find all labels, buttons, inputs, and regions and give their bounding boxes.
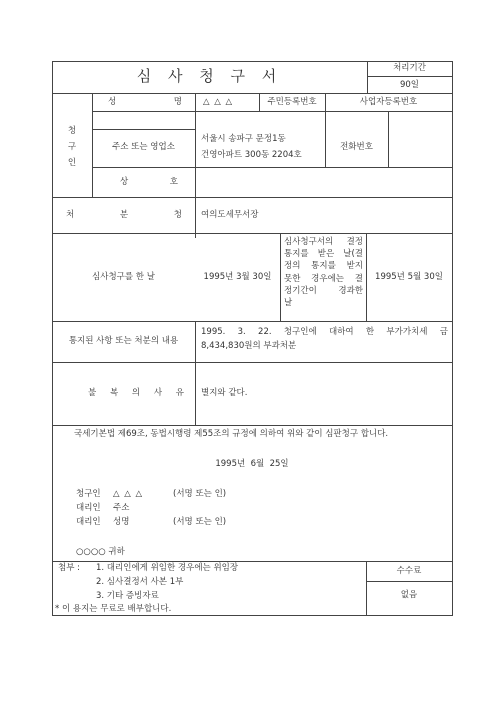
name-label-part-2: 명: [173, 97, 182, 107]
reason-label-part: 유: [175, 388, 184, 398]
form-title: 심 사 청 구 서: [136, 67, 283, 85]
trade-name-label: [120, 178, 178, 187]
decision-notice-line: 날: [284, 298, 293, 309]
form-border-bottom: [52, 615, 452, 616]
business-number-label: 사업자등록번호: [359, 97, 418, 107]
agent-name-label: 성명: [113, 517, 130, 527]
notified-content-label: 통지된 사항 또는 처분의 내용: [68, 336, 179, 346]
name-label-part-1: 성: [108, 97, 117, 107]
agency-label-part-1: 처: [66, 210, 75, 220]
reason-label-part: 사: [153, 388, 163, 398]
address-line-2: 건영아파트 300동 2204호: [201, 150, 302, 160]
reason-label-part: 의: [131, 388, 141, 398]
divider: [52, 197, 452, 198]
fee-value: 없음: [400, 590, 418, 600]
decision-notice-line: 못한 경우에는 결: [284, 273, 363, 284]
claimant-section-label-2: 구: [67, 142, 77, 152]
divider: [92, 167, 452, 168]
trade-name-label-part-1: 상: [120, 177, 129, 187]
form-border-top: [52, 61, 452, 62]
agent-label: 대리인: [76, 517, 101, 527]
agent-address-label: 주소: [113, 503, 130, 513]
fee-label: 수수료: [396, 566, 422, 576]
form-border-right: [452, 61, 453, 616]
phone-label: 전화번호: [340, 142, 373, 152]
claimant-section-label-1: 청: [67, 126, 77, 136]
divider: [52, 233, 452, 234]
claimant-signature-note: (서명 또는 인): [173, 489, 227, 499]
notified-content-line: 8,434,830원의 부과처분: [201, 341, 297, 351]
divider: [52, 561, 452, 562]
name-label: [108, 98, 182, 107]
divider: [280, 233, 281, 321]
reason-label: [88, 389, 184, 398]
divider: [52, 321, 452, 322]
address-line-1: 서울시 송파구 문정1동: [201, 134, 286, 144]
decision-notice-line: 정의 통지를 받지: [284, 261, 363, 272]
claimant-sign-name: △ △ △: [113, 489, 144, 499]
agent-signature-note: (서명 또는 인): [173, 517, 227, 527]
declaration-date: 1995년 6월 25일: [215, 459, 289, 469]
decision-notice-line: 통지를 받은 날(결: [284, 249, 363, 260]
notified-content-line: 1995. 3. 22. 청구인에 대하여 한 부가가치세 금: [201, 327, 448, 337]
request-date-value: 1995년 3월 30일: [203, 272, 272, 282]
processing-period-label: 처리기간: [393, 63, 426, 73]
divider: [92, 111, 452, 112]
agency-value: 여의도세무서장: [201, 210, 259, 220]
divider: [388, 111, 389, 167]
notified-content: [201, 325, 448, 353]
agent-label: 대리인: [76, 503, 101, 513]
processing-period-value: 90일: [399, 80, 420, 90]
reason-label-part: 불: [88, 388, 97, 398]
attachment-item: 1. 대리인에게 위임한 경우에는 위임장: [96, 563, 239, 573]
claimant-sign-label: 청구인: [76, 489, 101, 499]
divider: [52, 362, 452, 363]
reason-label-part: 복: [109, 388, 119, 398]
claimant-name: △ △ △: [203, 97, 234, 107]
claimant-section-label-3: 인: [67, 158, 77, 168]
divider: [52, 425, 452, 426]
attachment-item: 2. 심사결정서 사본 1부: [96, 577, 184, 587]
decision-notice-value: 1995년 5월 30일: [375, 272, 443, 282]
trade-name-label-part-2: 호: [169, 177, 178, 187]
divider: [195, 93, 196, 238]
address-label: 주소 또는 영업소: [112, 142, 175, 152]
divider: [367, 76, 452, 77]
addressee: ○○○○ 귀하: [76, 547, 125, 557]
attachment-item: 3. 기타 증빙자료: [96, 591, 159, 601]
divider: [366, 581, 452, 582]
agency-label-part-2: 분: [119, 210, 129, 220]
agency-label: [66, 211, 182, 220]
divider: [52, 93, 452, 94]
divider: [195, 321, 196, 425]
decision-notice-line: 정기간이 경과한: [284, 285, 363, 296]
agency-label-part-3: 청: [173, 210, 182, 220]
free-distribution-note: * 이 용지는 무료로 배부합니다.: [55, 604, 172, 614]
divider: [92, 129, 195, 130]
declaration-statement: 국세기본법 제69조, 동법시행령 제55조의 규정에 의하여 위와 같이 심판청구 합니다.: [74, 429, 389, 439]
request-date-label: 심사청구를 한 날: [92, 272, 155, 282]
reason-value: 별지와 같다.: [201, 388, 248, 398]
attachments-label: 첨부 :: [58, 563, 80, 573]
decision-notice-label: [284, 236, 363, 309]
decision-notice-line: 심사청구서의 결정: [284, 237, 363, 247]
resident-number-label: 주민등록번호: [267, 97, 317, 107]
